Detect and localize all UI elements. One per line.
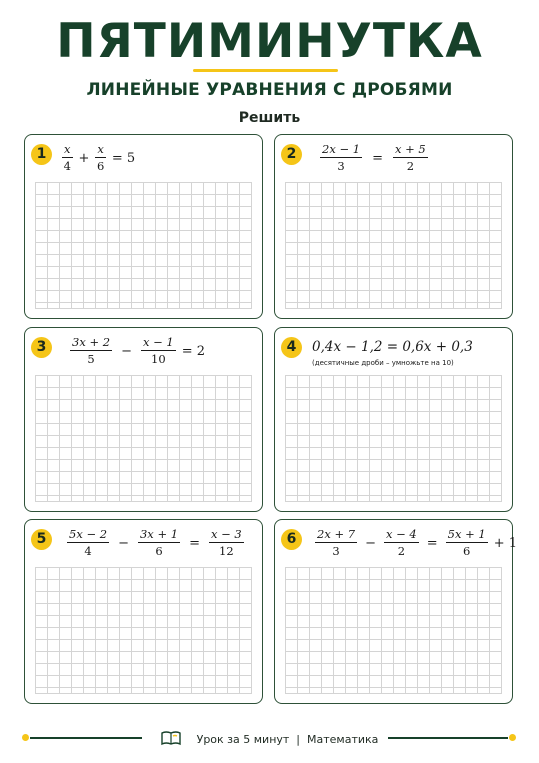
task-number-badge: 5 (31, 529, 52, 550)
fraction (67, 528, 109, 558)
task-card-1 (24, 134, 263, 319)
fraction (70, 336, 112, 366)
numerator: x (97, 142, 104, 156)
denominator: 4 (84, 544, 92, 558)
operator: = (426, 535, 438, 551)
denominator: 4 (63, 159, 71, 173)
operator: = (372, 150, 383, 166)
equation (312, 339, 473, 355)
task-number-badge: 6 (281, 529, 302, 550)
operator: + (78, 150, 90, 166)
denominator: 3 (332, 544, 340, 558)
right-hand-side: = 5 (111, 150, 136, 166)
fraction (62, 143, 73, 173)
equation (315, 528, 523, 558)
equation (62, 143, 141, 173)
operator: − (365, 535, 376, 551)
equation (67, 528, 244, 558)
footer (0, 731, 539, 749)
equation (70, 336, 211, 366)
answer-grid[interactable] (285, 567, 502, 694)
answer-grid[interactable] (35, 567, 252, 694)
operator: − (121, 343, 132, 359)
numerator: 2x − 1 (322, 142, 361, 156)
page-subtitle: ЛИНЕЙНЫЕ УРАВНЕНИЯ С ДРОБЯМИ (86, 80, 453, 100)
task-card-5 (24, 519, 263, 704)
numerator: x + 5 (394, 142, 426, 156)
operator: = (189, 535, 200, 551)
task-card-2 (274, 134, 513, 319)
fraction (141, 336, 176, 366)
denominator: 12 (219, 544, 234, 558)
denominator: 3 (337, 159, 345, 173)
fraction (384, 528, 419, 558)
title-underline (193, 69, 338, 72)
fraction (209, 528, 244, 558)
right-hand-side: = 2 (181, 343, 206, 359)
instruction-text: Решить (238, 110, 301, 126)
task-number-badge: 2 (281, 144, 302, 165)
answer-grid[interactable] (35, 182, 252, 309)
equation-text: 0,4x − 1,2 = 0,6x + 0,3 (312, 339, 473, 355)
footer-text: Урок за 5 минут | Математика (196, 733, 379, 746)
task-number-badge: 3 (31, 337, 52, 358)
denominator: 6 (463, 544, 471, 558)
operator: − (118, 535, 129, 551)
numerator: x − 3 (210, 527, 242, 541)
task-card-6 (274, 519, 518, 704)
numerator: x − 1 (142, 335, 174, 349)
numerator: 5x + 1 (447, 527, 486, 541)
numerator: 5x − 2 (69, 527, 108, 541)
answer-grid[interactable] (285, 182, 502, 309)
fraction (138, 528, 180, 558)
denominator: 2 (397, 544, 406, 558)
task-number-badge: 4 (281, 337, 302, 358)
task-hint: (десятичные дроби – умножьте на 10) (312, 359, 454, 367)
denominator: 6 (155, 544, 163, 558)
page-title: ПЯТИМИНУТКА (56, 14, 483, 69)
denominator: 5 (87, 352, 95, 366)
numerator: 3x + 1 (139, 527, 179, 541)
equation (320, 143, 428, 173)
task-card-3 (24, 327, 263, 512)
fraction (446, 528, 488, 558)
book-icon (161, 731, 181, 749)
numerator: x (64, 142, 71, 156)
right-hand-side: + 1 (493, 535, 518, 551)
numerator: 3x + 2 (72, 335, 111, 349)
answer-grid[interactable] (285, 375, 502, 502)
denominator: 10 (151, 352, 166, 366)
answer-grid[interactable] (35, 375, 252, 502)
task-card-4 (274, 327, 513, 512)
fraction (315, 528, 357, 558)
fraction (393, 143, 428, 173)
fraction (320, 143, 362, 173)
task-number-badge: 1 (31, 144, 52, 165)
denominator: 2 (406, 159, 415, 173)
fraction (95, 143, 106, 173)
numerator: 2x + 7 (317, 527, 356, 541)
denominator: 6 (96, 159, 105, 173)
numerator: x − 4 (385, 527, 417, 541)
